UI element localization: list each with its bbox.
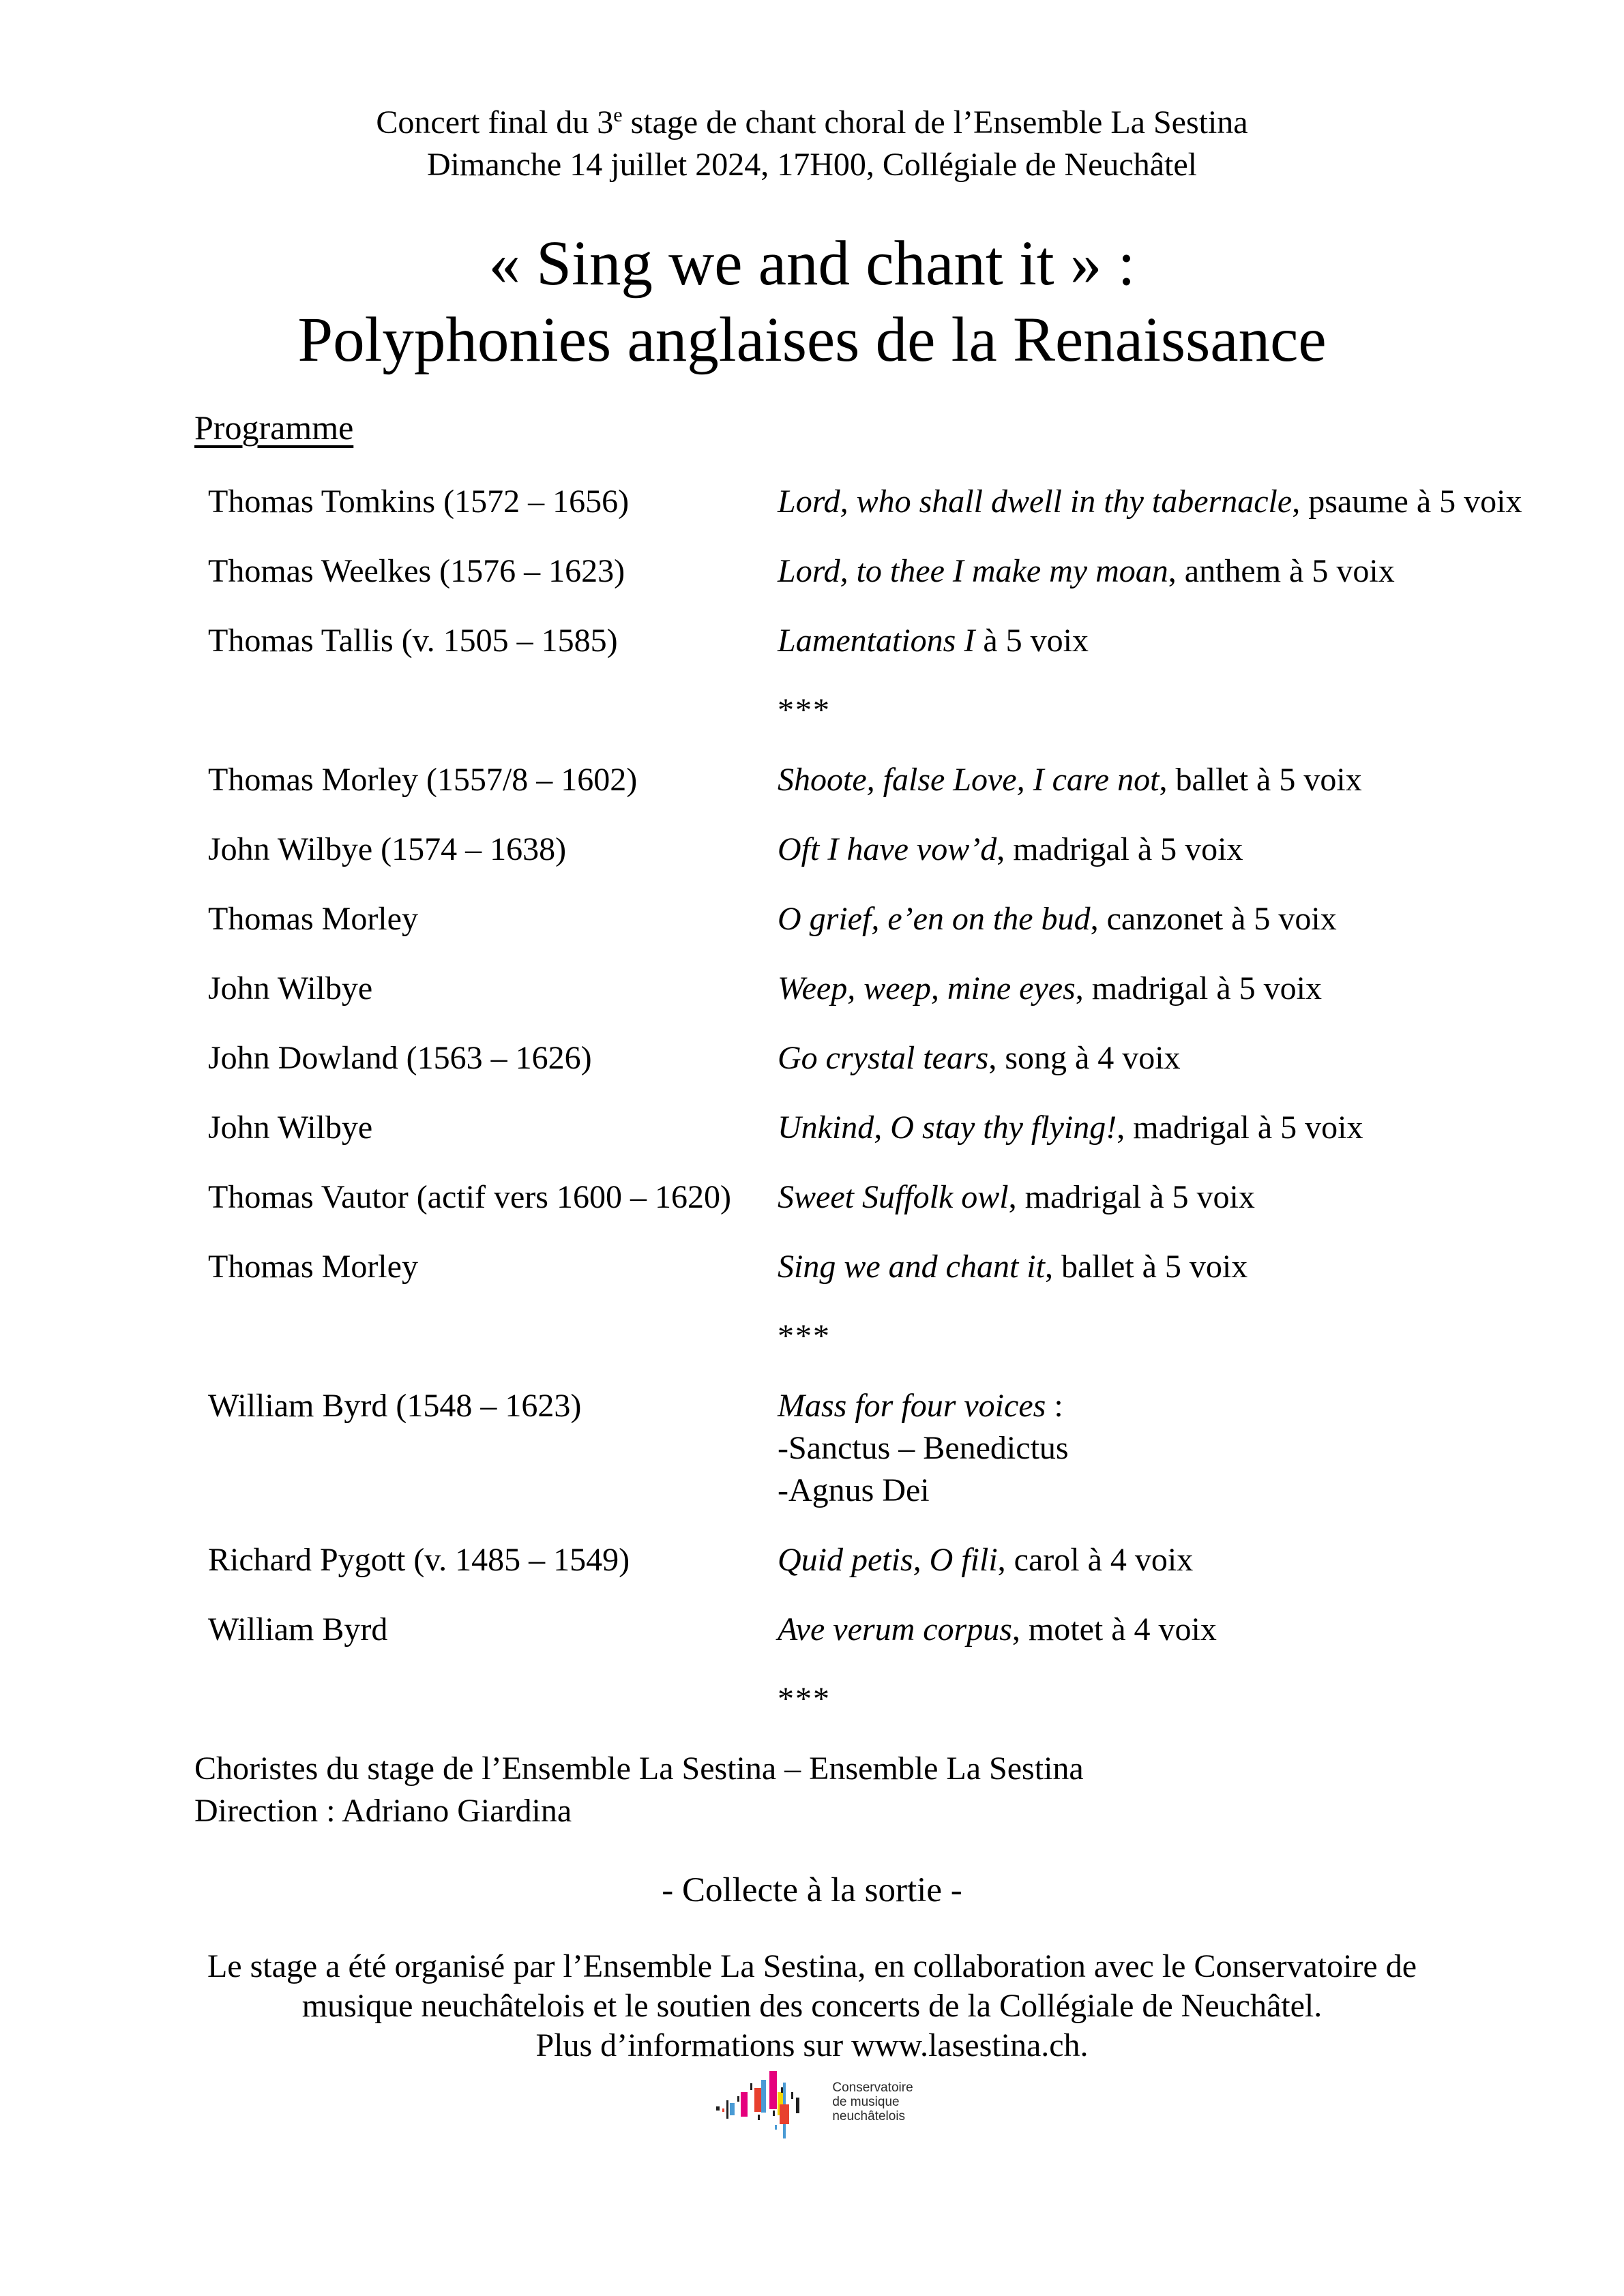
programme-row <box>0 1246 1624 1288</box>
work-descriptor: , anthem à 5 voix <box>1168 553 1395 589</box>
work-title-line <box>778 1539 1542 1581</box>
programme-list <box>0 481 1624 1720</box>
concert-title-line2: Polyphonies anglaises de la Renaissance <box>297 305 1327 375</box>
work-cell <box>778 759 1542 801</box>
work-cell <box>778 550 1542 593</box>
work-title-line <box>778 550 1542 593</box>
work-title-line <box>778 481 1542 523</box>
work-cell <box>778 1176 1542 1219</box>
logo-text-line1: Conservatoire <box>832 2081 913 2095</box>
work-descriptor: , ballet à 5 voix <box>1159 762 1362 798</box>
composer-name: Thomas Morley <box>208 901 418 937</box>
work-descriptor: , canzonet à 5 voix <box>1090 901 1337 937</box>
closing-paragraph <box>0 1947 1624 2066</box>
logo-bar <box>737 2096 739 2102</box>
work-descriptor: , carol à 4 voix <box>997 1542 1194 1578</box>
concert-title-line1: « Sing we and chant it » : <box>488 228 1136 299</box>
work-descriptor: , psaume à 5 voix <box>1292 483 1522 520</box>
programme-row <box>0 1176 1624 1219</box>
work-extra-line: -Sanctus – Benedictus <box>778 1430 1069 1466</box>
programme-row <box>0 898 1624 940</box>
work-title-line <box>778 759 1542 801</box>
logo-bar <box>722 2108 724 2112</box>
programme-separator <box>0 1678 1624 1720</box>
logo-bar <box>761 2080 766 2113</box>
header-line1-superscript: e <box>613 104 623 126</box>
work-descriptor: , madrigal à 5 voix <box>1008 1179 1255 1215</box>
work-cell <box>778 968 1542 1010</box>
separator-symbol: *** <box>778 692 831 728</box>
work-title-line <box>778 1246 1542 1288</box>
work-descriptor: , motet à 4 voix <box>1012 1611 1217 1648</box>
work-descriptor: : <box>1046 1388 1063 1424</box>
composer-name: John Wilbye <box>208 970 373 1007</box>
programme-row <box>0 481 1624 523</box>
programme-row <box>0 1037 1624 1079</box>
work-title-italic: Lamentations I <box>778 623 975 659</box>
work-title-line <box>778 829 1542 871</box>
programme-row <box>0 829 1624 871</box>
programme-row <box>0 1609 1624 1651</box>
work-title-italic: Lord, to thee I make my moan <box>778 553 1168 589</box>
work-title-italic: Sing we and chant it <box>778 1249 1045 1285</box>
composer-name: Richard Pygott (v. 1485 – 1549) <box>208 1542 630 1578</box>
work-cell <box>778 620 1542 662</box>
logo-bar <box>758 2115 760 2120</box>
logo-bar <box>780 2104 789 2124</box>
work-title-line <box>778 898 1542 940</box>
work-title-line <box>778 1385 1542 1427</box>
work-title-line <box>778 620 1542 662</box>
logo-bar <box>750 2083 752 2090</box>
collection-notice: - Collecte à la sortie - <box>662 1871 962 1909</box>
programme-row <box>0 968 1624 1010</box>
header-line1-suffix: stage de chant choral de l’Ensemble La Sestina <box>622 104 1248 140</box>
work-title-italic: O grief, e’en on the bud <box>778 901 1091 937</box>
composer-name: Thomas Tomkins (1572 – 1656) <box>208 483 630 520</box>
logo-bar <box>773 2111 775 2116</box>
work-descriptor: , madrigal à 5 voix <box>996 831 1243 867</box>
work-title-line <box>778 1037 1542 1079</box>
work-title-italic: Quid petis, O fili <box>778 1542 998 1578</box>
logo-bar <box>741 2092 748 2117</box>
header-line1 <box>0 94 1624 144</box>
document-header <box>0 0 1624 186</box>
work-title-italic: Oft I have vow’d <box>778 831 997 867</box>
work-cell <box>778 829 1542 871</box>
work-title-italic: Ave verum corpus <box>778 1611 1012 1648</box>
work-cell <box>778 1539 1542 1581</box>
work-cell <box>778 1246 1542 1288</box>
programme-row <box>0 1107 1624 1149</box>
work-descriptor: , song à 4 voix <box>988 1040 1181 1076</box>
work-title-italic: Sweet Suffolk owl <box>778 1179 1009 1215</box>
work-title-line <box>778 1107 1542 1149</box>
logo-text-line3: neuchâtelois <box>832 2109 906 2123</box>
programme-row <box>0 620 1624 662</box>
conservatoire-logo-text <box>832 2071 913 2123</box>
logo-bar <box>796 2098 799 2113</box>
work-cell <box>778 1385 1542 1512</box>
logo-bar <box>726 2100 728 2119</box>
work-title-italic: Go crystal tears <box>778 1040 989 1076</box>
work-title-line <box>778 968 1542 1010</box>
work-cell <box>778 898 1542 940</box>
closing-line1: Le stage a été organisé par l’Ensemble La Sestina, en collaboration avec le Conservatoire de <box>207 1948 1417 1984</box>
logo-bar <box>754 2088 761 2112</box>
programme-section <box>0 378 1624 1720</box>
logo-bar <box>730 2103 735 2115</box>
work-extra-line: -Agnus Dei <box>778 1472 930 1508</box>
composer-name: Thomas Morley <box>208 1249 418 1285</box>
header-line1-prefix: Concert final du 3 <box>376 104 614 140</box>
work-title-italic: Lord, who shall dwell in thy tabernacle <box>778 483 1293 520</box>
closing-line2: musique neuchâtelois et le soutien des concerts de la Collégiale de Neuchâtel. <box>301 1988 1323 2024</box>
work-cell <box>778 1609 1542 1651</box>
logo-text-line2: de musique <box>832 2095 900 2109</box>
logo-bar <box>769 2071 777 2109</box>
conservatoire-logo <box>0 2071 1624 2136</box>
separator-symbol: *** <box>778 1318 831 1354</box>
work-cell <box>778 481 1542 523</box>
programme-separator <box>0 1315 1624 1358</box>
work-descriptor: , ballet à 5 voix <box>1044 1249 1248 1285</box>
work-title-italic: Mass for four voices <box>778 1388 1046 1424</box>
logo-bar <box>775 2125 777 2130</box>
programme-heading: Programme <box>194 408 354 447</box>
composer-name: John Dowland (1563 – 1626) <box>208 1040 592 1076</box>
programme-row <box>0 759 1624 801</box>
work-title-line <box>778 1609 1542 1651</box>
credits-choristes: Choristes du stage de l’Ensemble La Sestina – Ensemble La Sestina <box>194 1750 1084 1787</box>
credits-direction: Direction : Adriano Giardina <box>194 1793 572 1829</box>
programme-separator <box>0 689 1624 732</box>
credits-block <box>194 1748 1624 1832</box>
header-line2: Dimanche 14 juillet 2024, 17H00, Collégiale de Neuchâtel <box>426 147 1198 183</box>
work-title-line <box>778 1176 1542 1219</box>
programme-row <box>0 1539 1624 1581</box>
work-title-italic: Shoote, false Love, I care not <box>778 762 1160 798</box>
composer-name: Thomas Weelkes (1576 – 1623) <box>208 553 625 589</box>
composer-name: William Byrd <box>208 1611 388 1648</box>
composer-name: Thomas Morley (1557/8 – 1602) <box>208 762 638 798</box>
composer-name: William Byrd (1548 – 1623) <box>208 1388 582 1424</box>
composer-name: John Wilbye (1574 – 1638) <box>208 831 567 867</box>
work-title-italic: Unkind, O stay thy flying! <box>778 1109 1117 1146</box>
work-descriptor: à 5 voix <box>975 623 1089 659</box>
work-descriptor: , madrigal à 5 voix <box>1075 970 1322 1007</box>
conservatoire-logo-bars <box>711 2071 806 2136</box>
separator-symbol: *** <box>778 1681 831 1717</box>
composer-name: John Wilbye <box>208 1109 373 1146</box>
work-cell <box>778 1107 1542 1149</box>
work-title-italic: Weep, weep, mine eyes <box>778 970 1076 1007</box>
composer-name: Thomas Vautor (actif vers 1600 – 1620) <box>208 1179 731 1215</box>
logo-bar <box>791 2092 793 2099</box>
composer-name: Thomas Tallis (v. 1505 – 1585) <box>208 623 618 659</box>
programme-row <box>0 550 1624 593</box>
work-cell <box>778 1037 1542 1079</box>
closing-line3: Plus d’informations sur www.lasestina.ch. <box>535 2027 1089 2063</box>
work-descriptor: , madrigal à 5 voix <box>1117 1109 1363 1146</box>
programme-row <box>0 1385 1624 1512</box>
logo-bar <box>716 2106 720 2111</box>
concert-title <box>0 226 1624 378</box>
